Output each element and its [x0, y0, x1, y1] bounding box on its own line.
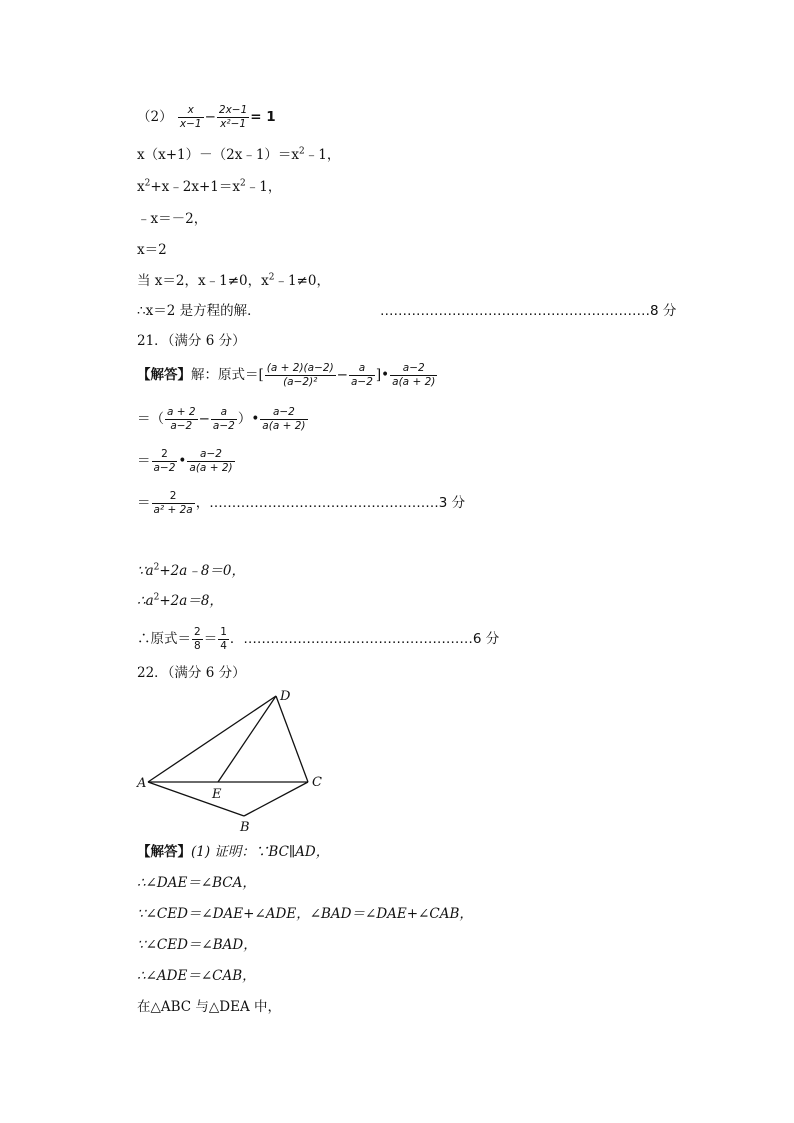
- q22-line-2: ∴∠DAE＝∠BCA，: [137, 875, 256, 891]
- step-line-3: ﹣x＝－2，: [137, 211, 208, 227]
- step-line-6: ∴x＝2 是方程的解．: [137, 303, 261, 319]
- segment-bc: [244, 782, 308, 816]
- fraction: $\frac{a-2}{a(a + 2)}$: [392, 362, 436, 388]
- eq-part2-statement: （2） $\frac{x}{x-1}$ − $\frac{2x-1}{\text{x²−1}}$ = 1: [137, 104, 276, 130]
- segment-de: [218, 696, 276, 782]
- q22-line-1: 【解答】(1) 证明：∵BC∥AD，: [137, 844, 330, 860]
- score-dots-6: ……………………………………………6 分: [243, 631, 500, 647]
- q22-line-3: ∵∠CED＝∠DAE+∠ADE，∠BAD＝∠DAE+∠CAB，: [137, 906, 473, 922]
- fraction: $\frac{1}{4}$: [220, 626, 227, 652]
- score-dots-8: ……………………………………………………8 分: [380, 303, 677, 319]
- q22-line-6: 在△ABC 与△DEA 中，: [137, 999, 282, 1015]
- figure-lines: [148, 696, 308, 816]
- fraction: $\frac{2}{\text{a² + 2a}}$: [153, 490, 193, 516]
- geometry-figure: [130, 685, 340, 835]
- label-b: B: [240, 820, 250, 835]
- q21-line-3: ＝ $\frac{2}{a-2}$ • $\frac{a-2}{a(a + 2)}$: [137, 448, 233, 474]
- answer-tag: 【解答】: [137, 844, 191, 860]
- fraction: $\frac{x}{x-1}$: [179, 104, 202, 130]
- fraction: $\frac{a}{a-2}$: [350, 362, 373, 388]
- fraction: $\frac{a}{a-2}$: [212, 406, 235, 432]
- fraction: $\frac{2}{8}$: [194, 626, 201, 652]
- fraction: $\frac{a-2}{a(a + 2)}$: [262, 406, 306, 432]
- label-c: C: [312, 775, 322, 790]
- answer-tag: 【解答】: [137, 367, 191, 383]
- q21-line-6: $\therefore a^2+2a=8$，: [137, 592, 223, 609]
- q22-line-4: ∵∠CED＝∠BAD，: [137, 937, 257, 953]
- q21-heading: 21．（满分 6 分）: [137, 333, 246, 349]
- segment-ab: [148, 782, 244, 816]
- segment-dc: [276, 696, 308, 782]
- q21-line-2: ＝（ $\frac{a + 2}{a-2}$ − $\frac{a}{a-2}$ ）• $\frac{a-2}{a(a + 2)}$: [137, 406, 306, 432]
- step-line-2: $x^2+x﹣2x+1=x^2﹣1$，: [137, 178, 282, 195]
- label-d: D: [280, 689, 291, 704]
- q21-line-7: ∴原式＝ $\frac{2}{8}$ ＝ $\frac{1}{4}$ ．……………………………………………6 分: [137, 626, 500, 652]
- segment-ad: [148, 696, 276, 782]
- fraction: $\frac{2x-1}{\text{x²−1}}$: [218, 104, 248, 130]
- part-label: （2）: [137, 109, 173, 125]
- fraction: $\frac{a-2}{a(a + 2)}$: [189, 448, 233, 474]
- score-dots-3: ……………………………………………3 分: [209, 495, 466, 511]
- q21-line-1: 【解答】解：原式＝[ $\frac{(a + 2)(a-2)}{\text{(a−2)²}}$ − $\frac{a}{a-2}$ ]• $\frac{a-2}{a(a + 2)}$: [137, 362, 436, 388]
- fraction: $\frac{a + 2}{a-2}$: [167, 406, 196, 432]
- q21-line-4: ＝ $\frac{2}{\text{a² + 2a}}$ ，……………………………………………3 分: [137, 490, 466, 516]
- q21-line-5: $\because a^2+2a﹣8=0$，: [137, 562, 246, 579]
- fraction: $\frac{(a + 2)(a-2)}{\text{(a−2)²}}$: [266, 362, 334, 388]
- fraction: $\frac{2}{a-2}$: [153, 448, 176, 474]
- step-line-5: 当 x＝2，x﹣1≠0，$x^2﹣1\ne 0$，: [137, 272, 330, 289]
- label-e: E: [212, 787, 222, 802]
- q22-line-5: ∴∠ADE＝∠CAB，: [137, 968, 256, 984]
- label-a: A: [137, 776, 147, 791]
- q22-heading: 22．（满分 6 分）: [137, 665, 246, 681]
- step-line-1: $x(x+1)-(2x﹣1)=x^2﹣1$，: [137, 146, 341, 163]
- step-line-4: x＝2: [137, 242, 167, 258]
